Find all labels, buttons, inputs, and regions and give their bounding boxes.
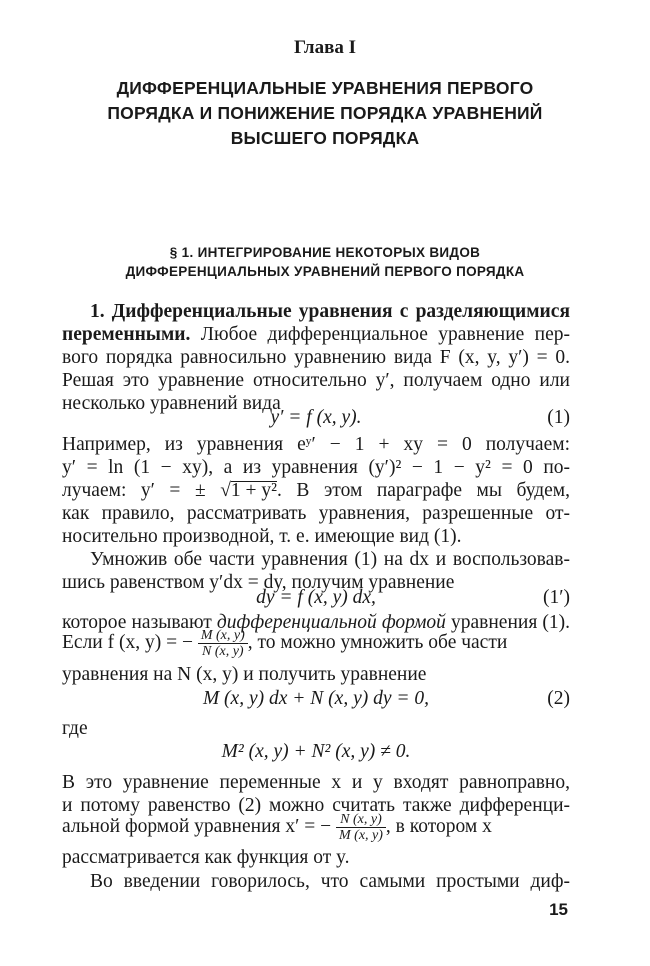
text-line: уравнения на N (x, y) и получить уравнение — [62, 664, 427, 685]
text-line — [62, 323, 570, 346]
section-title — [60, 243, 590, 281]
text-line — [62, 479, 570, 502]
text-line: шись равенством y′dx = dy, получим уравнение — [62, 572, 455, 593]
text-line: Решая это уравнение относительно y′, получаем одно или — [62, 370, 570, 391]
fraction-numerator: M (x, y) — [198, 628, 248, 644]
equation-2-number: (2) — [547, 688, 570, 709]
text-span: . В этом параграфе мы будем, — [277, 480, 571, 501]
sqrt-radicand: 1 + y² — [230, 480, 277, 501]
chapter-title-line: ПОРЯДКА И ПОНИЖЕНИЕ ПОРЯДКА УРАВНЕНИЙ — [107, 103, 543, 123]
fraction-n-over-m — [336, 812, 386, 843]
text-line — [62, 628, 570, 659]
text-line: вого порядка равносильно уравнению вида F (x, y, y′) = 0. — [62, 347, 570, 368]
paragraph-heading: переменными. — [62, 324, 191, 345]
text-span: которое называют — [62, 612, 217, 633]
section-title-line: ДИФФЕРЕНЦИАЛЬНЫХ УРАВНЕНИЙ ПЕРВОГО ПОРЯДКА — [125, 264, 525, 279]
chapter-title — [60, 76, 590, 151]
text-line: y′ = ln (1 − xy), а из уравнения (y′)² − 1 − y² = 0 по- — [62, 457, 570, 478]
chapter-label: Глава I — [293, 37, 356, 58]
sqrt-sign-icon: √ — [220, 480, 231, 501]
text-line: носительно производной, т. е. имеющие вид (1). — [62, 526, 462, 547]
italic-term: дифференциальной формой — [216, 612, 446, 633]
fraction-numerator: N (x, y) — [336, 812, 386, 828]
text-span: Если f (x, y) = − — [62, 631, 193, 653]
equation-2-body: M (x, y) dx + N (x, y) dy = 0, — [202, 688, 430, 709]
paragraph-heading-line: 1. Дифференциальные уравнения с разделяющимися — [90, 301, 570, 322]
fraction-denominator: M (x, y) — [339, 828, 383, 843]
chapter-title-line: ДИФФЕРЕНЦИАЛЬНЫЕ УРАВНЕНИЯ ПЕРВОГО — [116, 78, 534, 98]
equation-2 — [62, 687, 570, 710]
text-line: и потому равенство (2) можно считать также дифференци- — [62, 795, 570, 816]
section-title-line: § 1. ИНТЕГРИРОВАНИЕ НЕКОТОРЫХ ВИДОВ — [169, 245, 481, 260]
text-span: альной формой уравнения x′ = − — [62, 815, 332, 837]
text-span: , то можно умножить обе части — [247, 631, 508, 653]
text-line: рассматривается как функция от y. — [62, 847, 350, 868]
fraction-m-over-n — [198, 628, 248, 659]
text-span: уравнения (1). — [445, 612, 570, 633]
text-line: несколько уравнений вида — [62, 393, 281, 414]
equation-1 — [62, 406, 570, 429]
text-span: , в котором x — [385, 815, 492, 837]
chapter-title-line: ВЫСШЕГО ПОРЯДКА — [230, 128, 420, 148]
text-line: Умножив обе части уравнения (1) на dx и воспользовав- — [90, 549, 570, 570]
text-line: Например, из уравнения eʸ′ − 1 + xy = 0 получаем: — [62, 434, 570, 455]
text-line: где — [62, 718, 88, 739]
equation-3: M² (x, y) + N² (x, y) ≠ 0. — [221, 741, 411, 762]
equation-1-prime-body: dy = f (x, y) dx, — [256, 587, 376, 608]
text-line: В это уравнение переменные x и y входят равноправно, — [62, 772, 570, 793]
equation-1-prime-number: (1′) — [542, 587, 570, 608]
page-number: 15 — [549, 900, 568, 919]
text-line: Во введении говорилось, что самыми простыми диф- — [90, 871, 570, 892]
text-line — [62, 812, 570, 843]
equation-1-body: y′ = f (x, y). — [270, 407, 362, 428]
equation-1-prime — [62, 586, 570, 609]
text-span: лучаем: y′ = ± — [62, 480, 221, 501]
fraction-denominator: N (x, y) — [202, 644, 244, 659]
equation-1-number: (1) — [547, 407, 570, 428]
text-span: Любое дифференциальное уравнение пер- — [190, 324, 570, 345]
text-line: как правило, рассматривать уравнения, разрешенные от- — [62, 503, 570, 524]
